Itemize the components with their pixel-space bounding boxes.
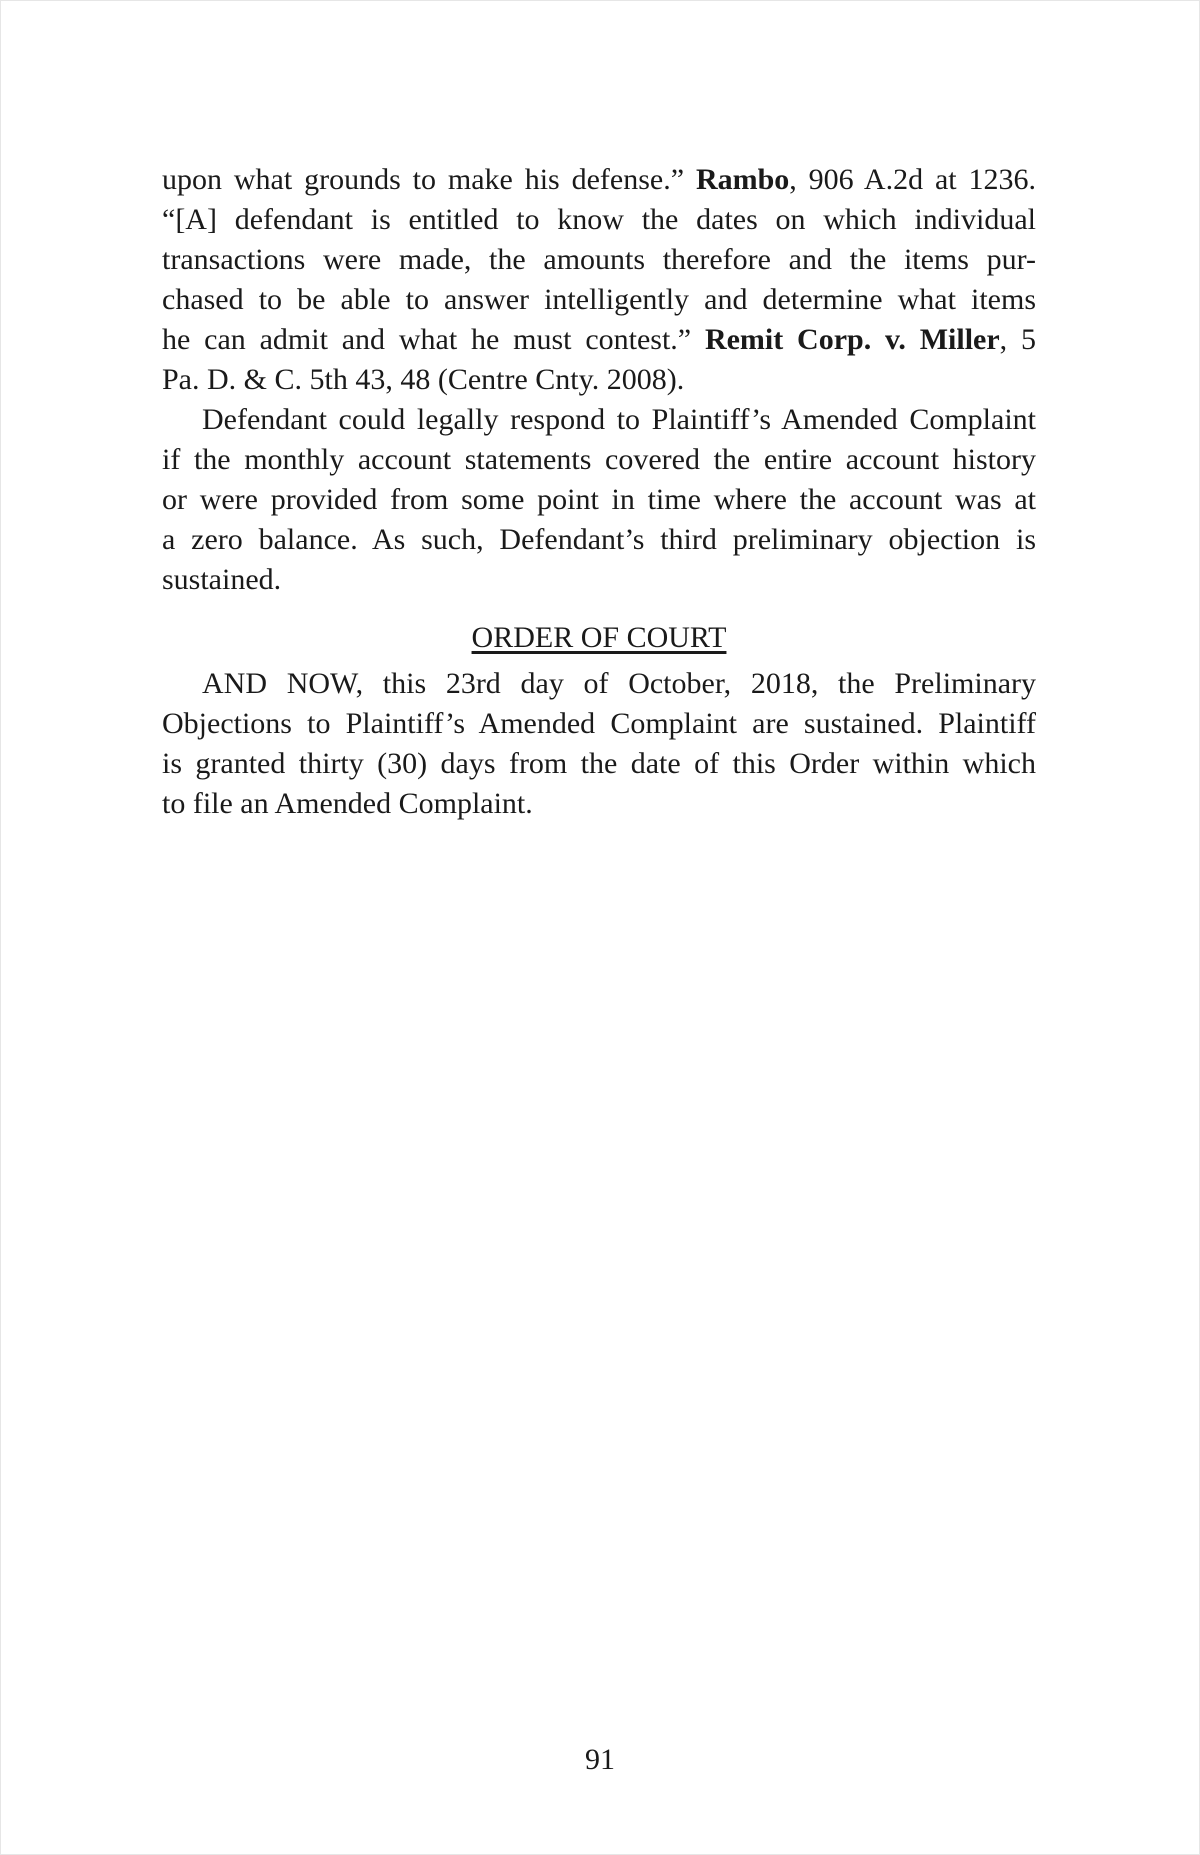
paragraph-order xyxy=(162,664,1036,824)
order-of-court-heading: ORDER OF COURT xyxy=(471,621,727,654)
text-line: if the monthly account statements covered the entire account history xyxy=(162,443,1036,476)
text-line: a zero balance. As such, Defendant’s third preliminary objection is xyxy=(162,523,1036,556)
text-line xyxy=(162,160,1036,200)
text-run: , 906 A.2d at 1236. xyxy=(789,163,1036,196)
section-gap xyxy=(162,600,1036,618)
text-line: Pa. D. & C. 5th 43, 48 (Centre Cnty. 2008). xyxy=(162,363,685,396)
text-line: Objections to Plaintiff’s Amended Complaint are sustained. Plaintiff xyxy=(162,707,1036,740)
case-name-remit-corp: Remit Corp. v. Miller xyxy=(704,323,1000,356)
case-name-rambo: Rambo xyxy=(695,163,790,196)
text-run: he can admit and what he must contest.” xyxy=(162,323,692,356)
text-line: is granted thirty (30) days from the date of this Order within which xyxy=(162,747,1036,780)
text-line: to file an Amended Complaint. xyxy=(162,787,533,820)
page-number: 91 xyxy=(585,1743,615,1776)
text-line: sustained. xyxy=(162,563,282,596)
text-line: transactions were made, the amounts therefore and the items pur- xyxy=(162,243,1036,276)
text-line xyxy=(162,320,1036,360)
paragraph-rambo-citation xyxy=(162,160,1036,400)
text-line: or were provided from some point in time where the account was at xyxy=(162,483,1036,516)
paragraph-defendant-response xyxy=(162,400,1036,600)
text-line: chased to be able to answer intelligently and determine what items xyxy=(162,283,1036,316)
text-line: Defendant could legally respond to Plaintiff’s Amended Complaint xyxy=(202,403,1036,436)
text-run: upon what grounds to make his defense.” xyxy=(162,163,685,196)
document-body xyxy=(162,160,1036,824)
text-line: AND NOW, this 23rd day of October, 2018, the Preliminary xyxy=(202,667,1036,700)
text-run: , 5 xyxy=(999,323,1036,356)
text-line: “[A] defendant is entitled to know the dates on which individual xyxy=(162,203,1036,236)
